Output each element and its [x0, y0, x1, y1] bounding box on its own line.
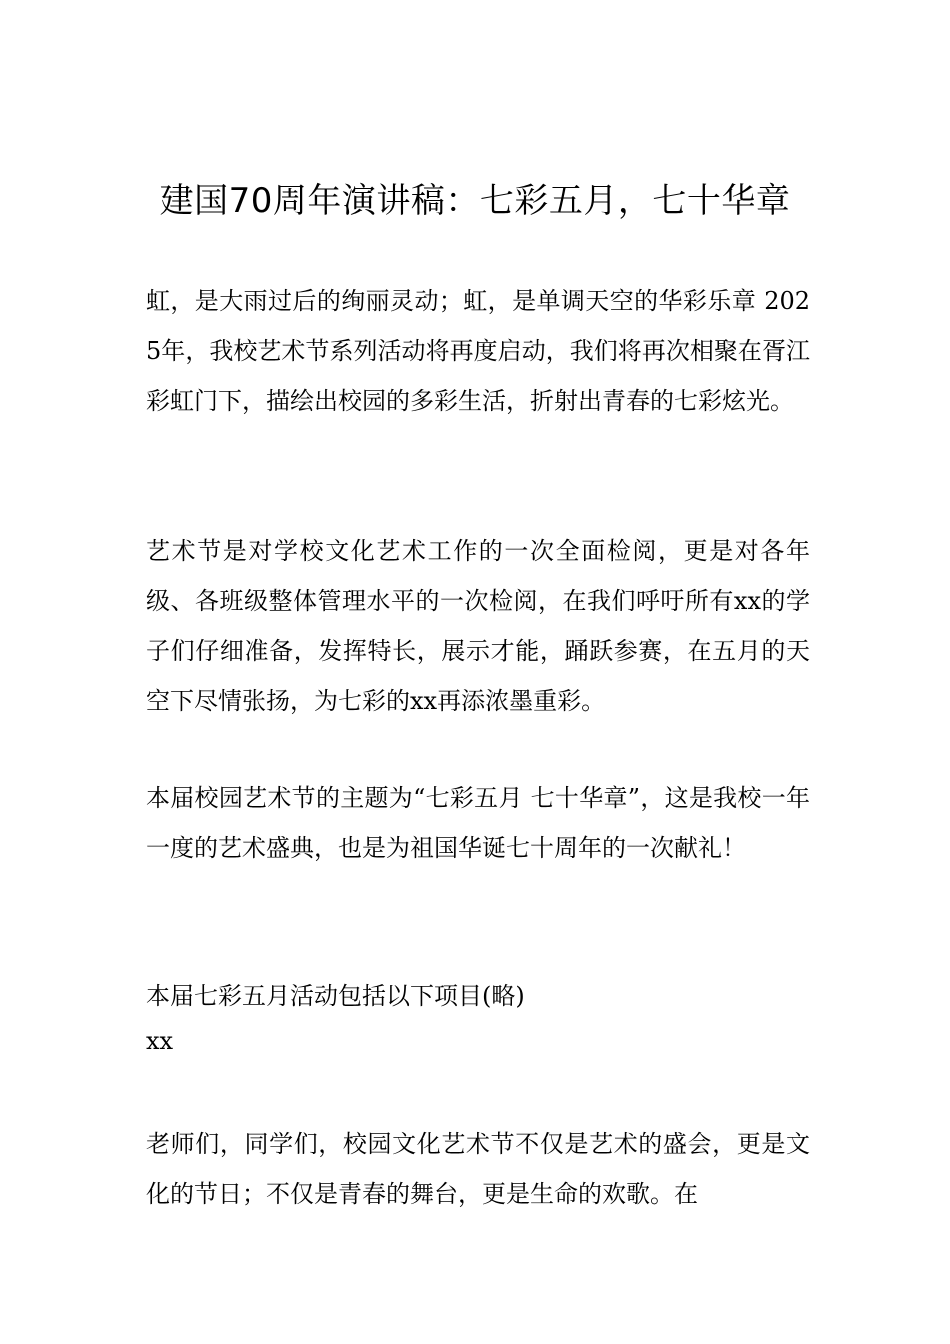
paragraph-rainbow-intro: 虹，是大雨过后的绚丽灵动；虹，是单调天空的华彩乐章 2025年，我校艺术节系列活动将再度启动，我们将再次相聚在胥江彩虹门下，描绘出校园的多彩生活，折射出青春的七彩炫光。	[146, 287, 810, 415]
paragraph-activity-list: 本届七彩五月活动包括以下项目(略)	[146, 982, 525, 1010]
paragraph-closing: 老师们，同学们，校园文化艺术节不仅是艺术的盛会，更是文化的节日；不仅是青春的舞台，更是生命的欢歌。在	[146, 1130, 810, 1208]
document-title: 建国70周年演讲稿：七彩五月，七十华章	[159, 181, 791, 221]
paragraph-festival-theme: 本届校园艺术节的主题为“七彩五月 七十华章”，这是我校一年一度的艺术盛典，也是为祖国华诞七十周年的一次献礼！	[146, 784, 810, 862]
paragraph-art-festival-review: 艺术节是对学校文化艺术工作的一次全面检阅，更是对各年级、各班级整体管理水平的一次检阅，在我们呼吁所有xx的学子们仔细准备，发挥特长，展示才能，踊跃参赛，在五月的天空下尽情张扬，为七彩的xx再添浓墨重彩。	[146, 537, 810, 715]
paragraph-placeholder: xx	[146, 1027, 174, 1055]
